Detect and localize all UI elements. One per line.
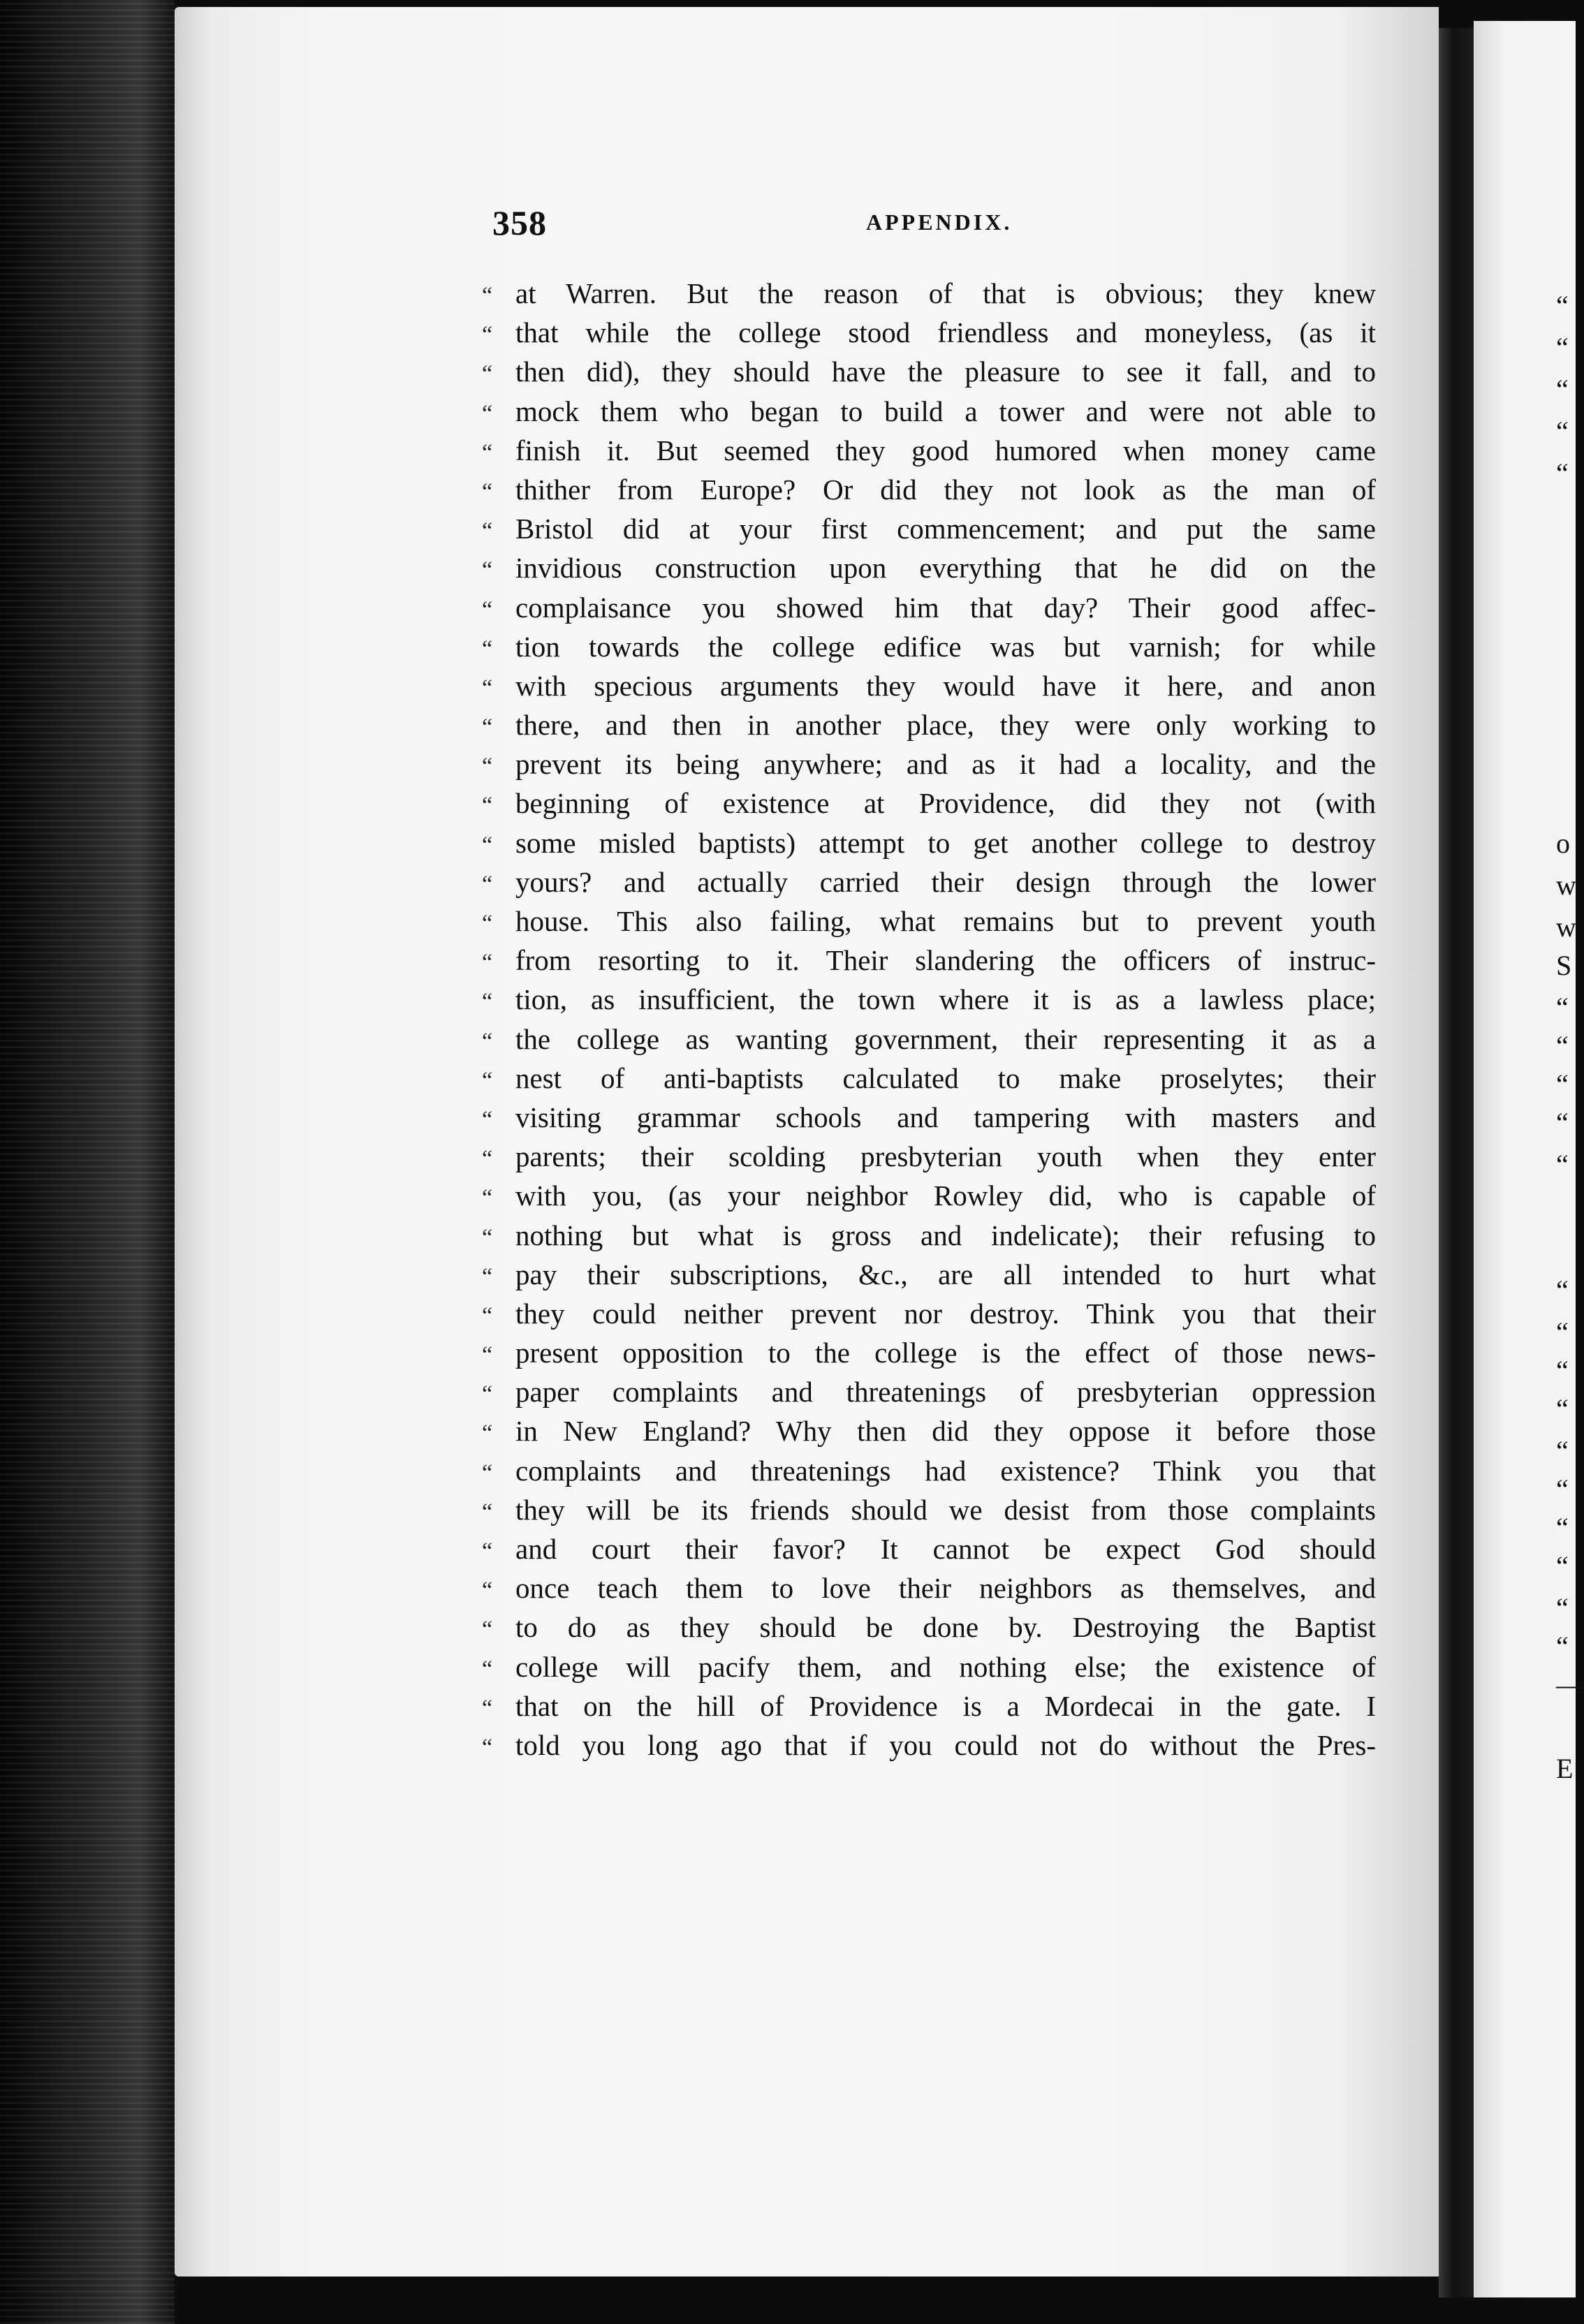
line-text: once teach them to love their neighbors as themselves, and — [515, 1572, 1376, 1605]
quote-mark: “ — [482, 1302, 493, 1329]
text-line — [482, 980, 1376, 1019]
line-text: told you long ago that if you could not do without the Pres- — [515, 1728, 1376, 1761]
next-page-edge — [1474, 21, 1584, 2297]
next-page-fragment: “ — [1556, 415, 1569, 447]
next-page-fragment: E — [1556, 1753, 1574, 1784]
text-line — [482, 1411, 1376, 1450]
text-line — [482, 1647, 1376, 1686]
line-text: that on the hill of Providence is a Mordecai in the gate. I — [515, 1689, 1376, 1722]
next-page-fragment: “ — [1556, 1068, 1569, 1100]
quote-mark: “ — [482, 1656, 493, 1682]
quote-mark: “ — [482, 596, 493, 623]
text-line — [482, 470, 1376, 509]
text-line — [482, 627, 1376, 666]
text-line — [482, 666, 1376, 705]
line-text: complaisance you showed him that day? Their good affec- — [515, 591, 1376, 624]
next-page-fragment: w — [1556, 869, 1576, 901]
text-line — [482, 1726, 1376, 1765]
quote-mark: “ — [482, 1342, 493, 1369]
line-text: from resorting to it. Their slandering the officers of instruc- — [515, 944, 1376, 977]
quote-mark: “ — [482, 478, 493, 505]
text-line — [482, 1372, 1376, 1411]
line-text: with you, (as your neighbor Rowley did, who is capable of — [515, 1179, 1376, 1212]
next-page-fragment: w — [1556, 911, 1576, 943]
text-line — [482, 274, 1376, 313]
text-line — [482, 1020, 1376, 1059]
text-line — [482, 313, 1376, 352]
next-page-fragment: o — [1556, 828, 1570, 859]
text-line — [482, 1255, 1376, 1294]
quote-mark: “ — [482, 989, 493, 1015]
next-page-fragment: “ — [1556, 1030, 1569, 1061]
next-page-fragment: “ — [1556, 1550, 1569, 1582]
line-text: there, and then in another place, they were only working to — [515, 709, 1376, 742]
quote-mark: “ — [482, 1499, 493, 1525]
line-text: nest of anti-baptists calculated to make proselytes; their — [515, 1061, 1376, 1094]
next-page-fragment: “ — [1556, 1393, 1569, 1425]
quote-mark: “ — [482, 1185, 493, 1212]
text-line — [482, 1568, 1376, 1608]
quote-mark: “ — [482, 439, 493, 466]
quote-mark: “ — [482, 871, 493, 897]
line-text: then did), they should have the pleasure to see it fall, and to — [515, 355, 1376, 388]
text-line — [482, 1333, 1376, 1372]
text-line — [482, 744, 1376, 784]
line-text: at Warren. But the reason of that is obvious; they knew — [515, 277, 1376, 309]
quote-mark: “ — [482, 1577, 493, 1604]
text-line — [482, 431, 1376, 470]
quote-mark: “ — [482, 714, 493, 741]
quote-mark: “ — [482, 1106, 493, 1133]
text-line — [482, 1059, 1376, 1098]
text-line — [482, 509, 1376, 548]
next-page-fragment: “ — [1556, 1631, 1569, 1662]
next-page-fragment: “ — [1556, 374, 1569, 405]
line-text: they could neither prevent nor destroy. Think you that their — [515, 1297, 1376, 1330]
text-line — [482, 1608, 1376, 1647]
quote-mark: “ — [482, 675, 493, 701]
quote-mark: “ — [482, 1146, 493, 1172]
text-line — [482, 1176, 1376, 1215]
line-text: present opposition to the college is the effect of those news- — [515, 1337, 1376, 1369]
quote-mark: “ — [482, 950, 493, 976]
quote-mark: “ — [482, 1617, 493, 1643]
line-text: to do as they should be done by. Destroying the Baptist — [515, 1611, 1376, 1644]
quote-mark: “ — [482, 753, 493, 780]
line-text: invidious construction upon everything that he did on the — [515, 552, 1376, 584]
next-page-fragment: “ — [1556, 1473, 1569, 1505]
line-text: house. This also failing, what remains but to prevent youth — [515, 905, 1376, 937]
page-header — [0, 203, 1576, 244]
next-page-fragment: “ — [1556, 1592, 1569, 1624]
line-text: tion, as insufficient, the town where it is as a lawless place; — [515, 983, 1376, 1016]
line-text: Bristol did at your first commencement; and put the same — [515, 513, 1376, 545]
next-page-fragment: “ — [1556, 457, 1569, 489]
line-text: yours? and actually carried their design through the lower — [515, 865, 1376, 898]
text-line — [482, 823, 1376, 862]
text-line — [482, 941, 1376, 980]
line-text: pay their subscriptions, &c., are all intended to hurt what — [515, 1258, 1376, 1290]
next-page-fragment: “ — [1556, 1274, 1569, 1306]
line-text: finish it. But seemed they good humored when money came — [515, 434, 1376, 466]
text-line — [482, 862, 1376, 902]
next-page-fragment: “ — [1556, 332, 1569, 363]
text-line — [482, 1451, 1376, 1490]
text-line — [482, 392, 1376, 431]
line-text: that while the college stood friendless and moneyless, (as it — [515, 316, 1376, 349]
quote-mark: “ — [482, 283, 493, 309]
line-text: college will pacify them, and nothing else; the existence of — [515, 1650, 1376, 1683]
next-page-fragment: “ — [1556, 290, 1569, 321]
quote-mark: “ — [482, 1028, 493, 1054]
text-line — [482, 352, 1376, 391]
next-page-fragment: “ — [1556, 1149, 1569, 1180]
page-number: 358 — [492, 203, 547, 242]
page-gutter — [1439, 28, 1474, 2297]
running-head: APPENDIX. — [866, 209, 1013, 235]
line-text: with specious arguments they would have it here, and anon — [515, 669, 1376, 702]
line-text: paper complaints and threatenings of presbyterian oppression — [515, 1376, 1376, 1409]
body-text — [482, 274, 1376, 1765]
line-text: they will be its friends should we desist from those complaints — [515, 1493, 1376, 1526]
text-line — [482, 902, 1376, 941]
next-page-fragment: “ — [1556, 1107, 1569, 1138]
line-text: in New England? Why then did they oppose it before those — [515, 1415, 1376, 1448]
line-text: and court their favor? It cannot be expect God should — [515, 1533, 1376, 1565]
quote-mark: “ — [482, 1067, 493, 1094]
book-binding-edge — [0, 0, 175, 2324]
next-page-fragment: “ — [1556, 992, 1569, 1023]
quote-mark: “ — [482, 400, 493, 427]
quote-mark: “ — [482, 793, 493, 819]
line-text: parents; their scolding presbyterian youth when they enter — [515, 1140, 1376, 1173]
quote-mark: “ — [482, 1459, 493, 1486]
line-text: complaints and threatenings had existence? Think you that — [515, 1454, 1376, 1487]
quote-mark: “ — [482, 322, 493, 348]
text-line — [482, 1490, 1376, 1529]
text-line — [482, 1686, 1376, 1726]
line-text: prevent its being anywhere; and as it had a locality, and the — [515, 748, 1376, 781]
text-line — [482, 548, 1376, 587]
quote-mark: “ — [482, 518, 493, 545]
text-line — [482, 1137, 1376, 1176]
text-line — [482, 705, 1376, 744]
line-text: visiting grammar schools and tampering with masters and — [515, 1101, 1376, 1133]
quote-mark: “ — [482, 1381, 493, 1408]
next-page-fragment: “ — [1556, 1435, 1569, 1466]
line-text: the college as wanting government, their representing it as a — [515, 1022, 1376, 1055]
next-page-fragment: — — [1556, 1669, 1584, 1700]
line-text: nothing but what is gross and indelicate); their refusing to — [515, 1219, 1376, 1251]
quote-mark: “ — [482, 635, 493, 662]
line-text: some misled baptists) attempt to get another college to destroy — [515, 826, 1376, 859]
quote-mark: “ — [482, 1695, 493, 1721]
text-line — [482, 1098, 1376, 1137]
quote-mark: “ — [482, 1420, 493, 1447]
quote-mark: “ — [482, 1734, 493, 1760]
text-line — [482, 588, 1376, 627]
quote-mark: “ — [482, 557, 493, 584]
quote-mark: “ — [482, 1538, 493, 1564]
quote-mark: “ — [482, 1263, 493, 1290]
text-line — [482, 1529, 1376, 1568]
line-text: beginning of existence at Providence, did they not (with — [515, 787, 1376, 820]
line-text: thither from Europe? Or did they not look as the man of — [515, 473, 1376, 506]
quote-mark: “ — [482, 1224, 493, 1251]
next-page-fragment: “ — [1556, 1316, 1569, 1348]
quote-mark: “ — [482, 911, 493, 936]
text-line — [482, 1294, 1376, 1333]
text-line — [482, 1216, 1376, 1255]
line-text: tion towards the college edifice was but varnish; for while — [515, 630, 1376, 663]
next-page-fragment: S — [1556, 950, 1572, 981]
line-text: mock them who began to build a tower and were not able to — [515, 395, 1376, 427]
text-line — [482, 784, 1376, 823]
next-page-fragment: “ — [1556, 1512, 1569, 1543]
next-page-fragment: “ — [1556, 1355, 1569, 1386]
quote-mark: “ — [482, 832, 493, 858]
quote-mark: “ — [482, 361, 493, 388]
